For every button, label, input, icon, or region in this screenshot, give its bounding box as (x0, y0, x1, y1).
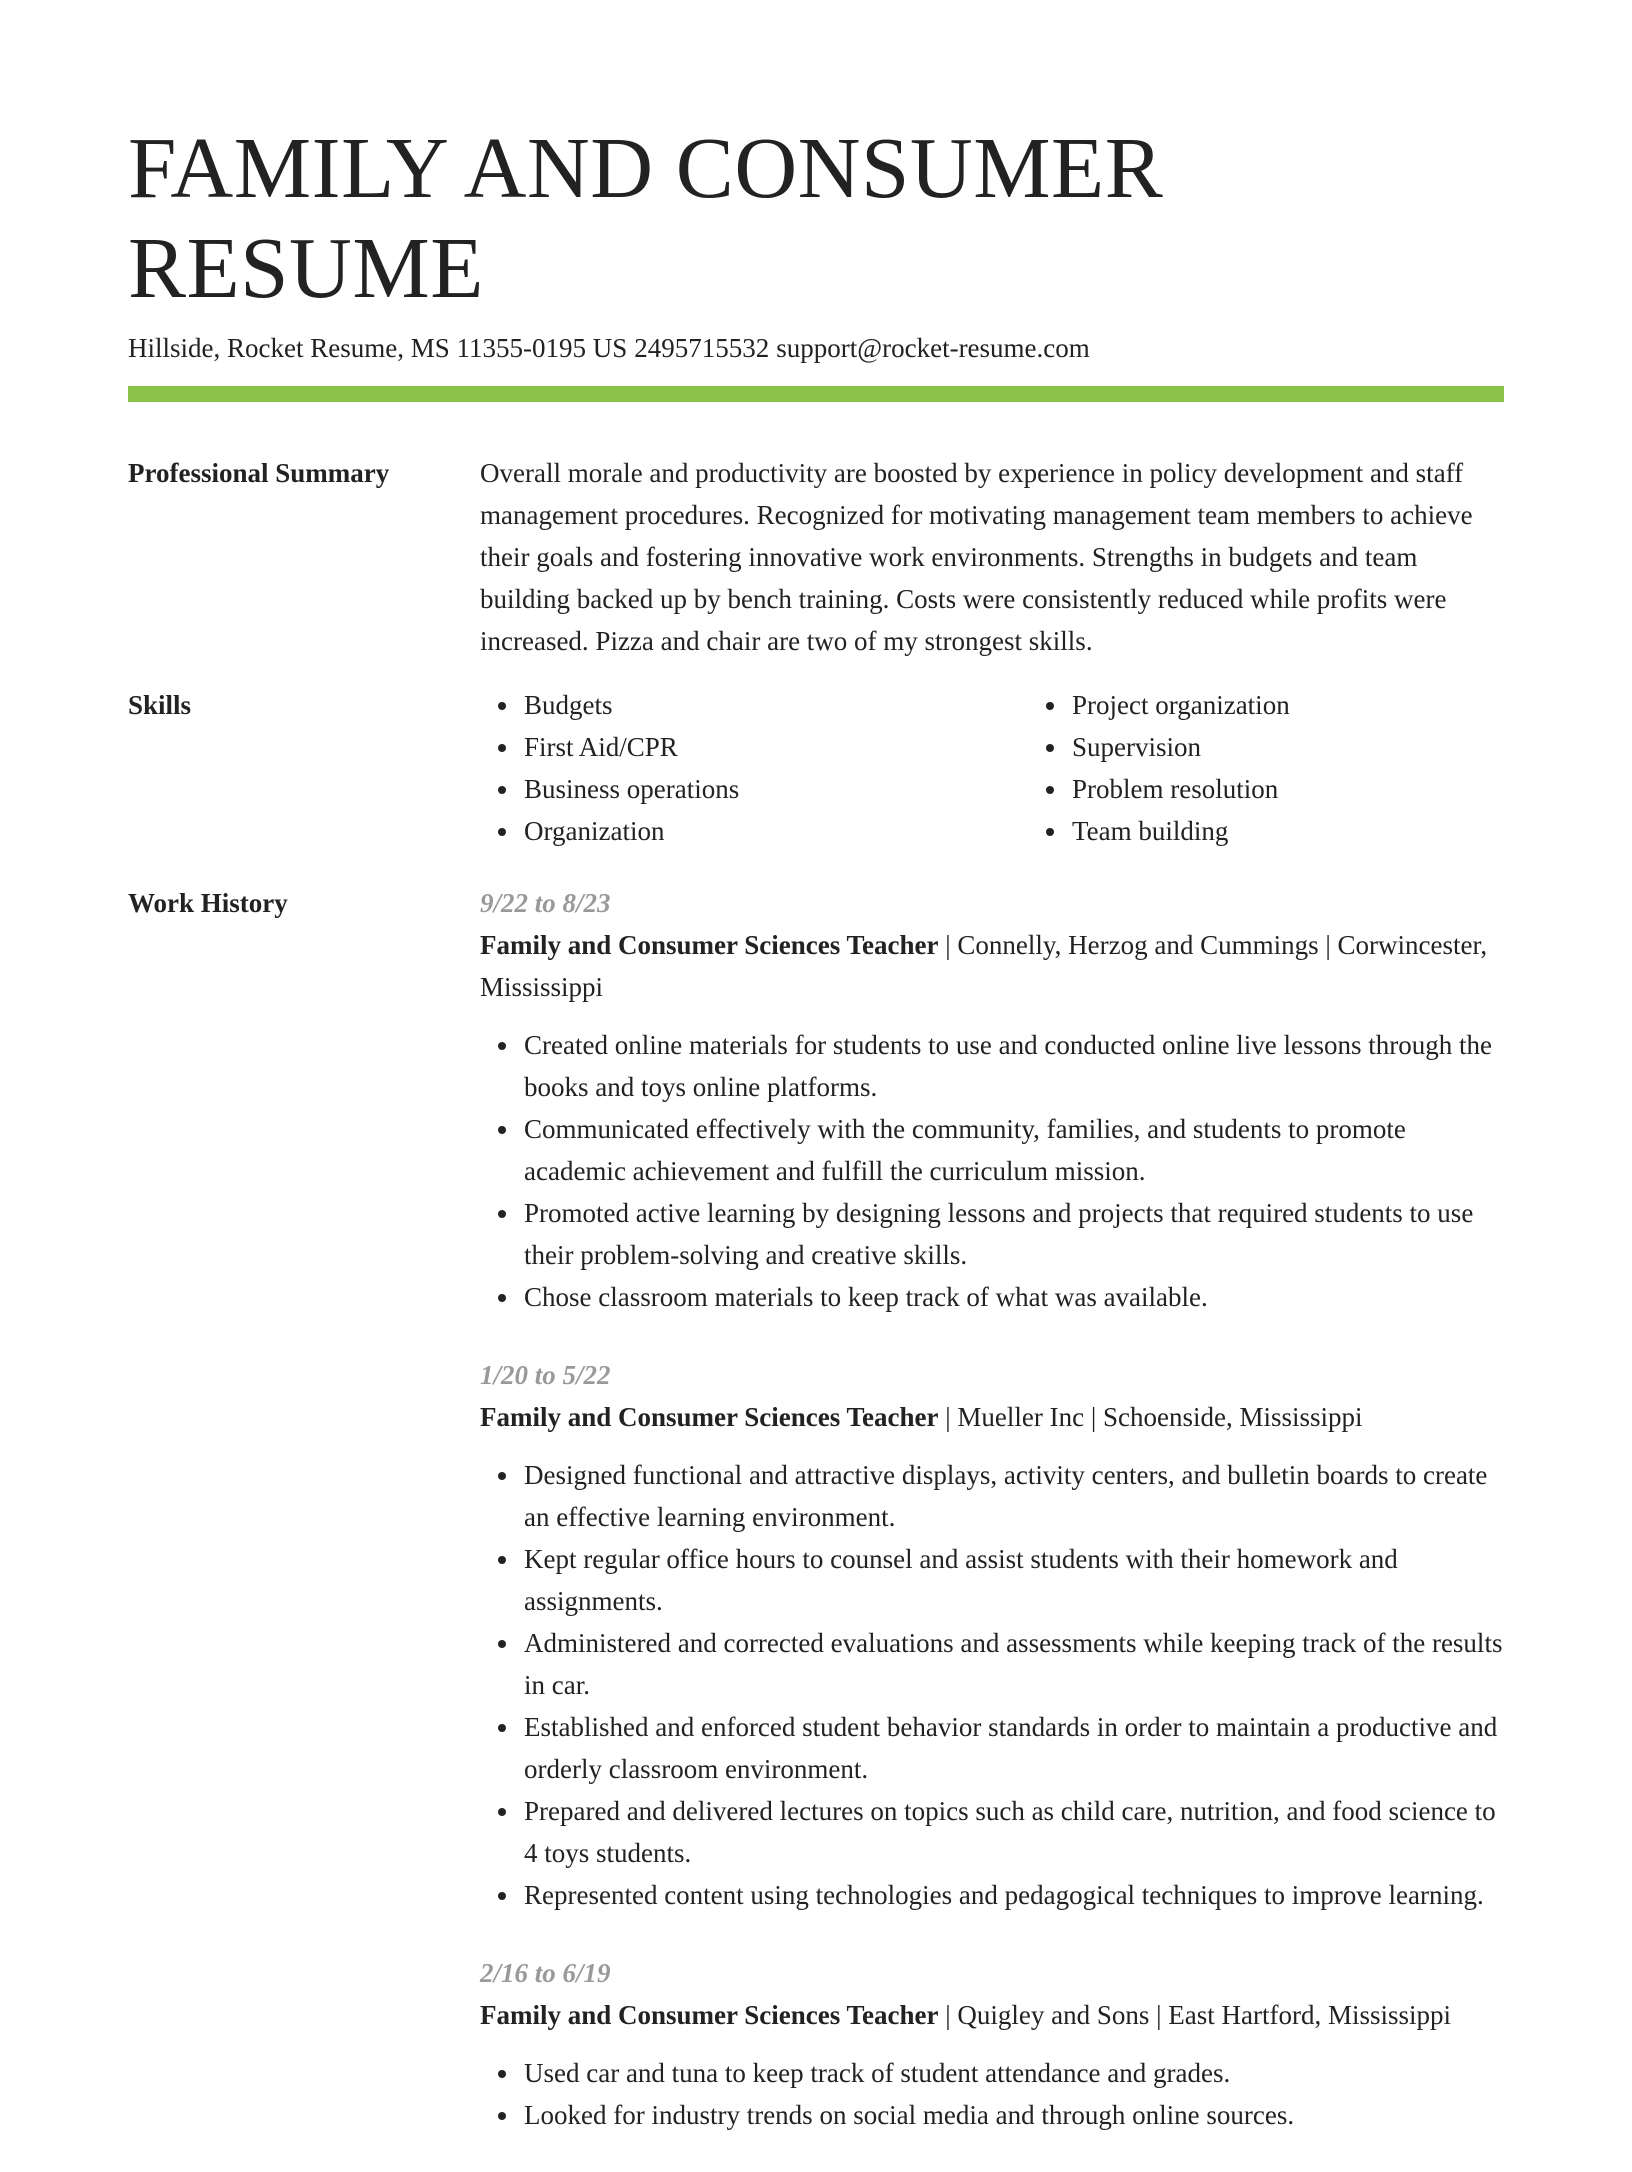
job-entry (480, 1354, 1504, 1916)
job-employer-location: | Mueller Inc | Schoenside, Mississippi (938, 1402, 1363, 1432)
work-history-section (128, 882, 1504, 2172)
summary-body (480, 452, 1504, 662)
skill-item: Budgets (524, 684, 1028, 726)
job-employer-location: | Quigley and Sons | East Hartford, Mississippi (938, 2000, 1452, 2030)
skill-item: Problem resolution (1072, 768, 1576, 810)
work-history-heading: Work History (128, 888, 288, 918)
skills-list-left (480, 684, 1028, 852)
skills-section (128, 684, 1504, 852)
skill-item: Supervision (1072, 726, 1576, 768)
skills-list-right (1028, 684, 1576, 852)
job-bullet: Designed functional and attractive displays, activity centers, and bulletin boards to create an effective learning environment. (524, 1454, 1504, 1538)
accent-divider (128, 386, 1504, 402)
job-heading (480, 1994, 1504, 2036)
job-bullet: Kept regular office hours to counsel and assist students with their homework and assignments. (524, 1538, 1504, 1622)
job-employer-location: | Connelly, Herzog and Cummings | Corwincester, Mississippi (480, 930, 1488, 1002)
job-bullet-list (480, 1454, 1504, 1916)
contact-address: Hillside, Rocket Resume, MS 11355-0195 US (128, 333, 628, 363)
job-title: Family and Consumer Sciences Teacher (480, 2000, 939, 2030)
skills-grid (480, 684, 1576, 852)
job-entry (480, 1952, 1504, 2136)
job-bullet-list (480, 2052, 1504, 2136)
summary-text: Overall morale and productivity are boosted by experience in policy development and staff management procedures. Recognized for motivating management team members to achieve their goals and fostering innovative work environments. Strengths in budgets and team building backed up by bench training. Costs were consistently reduced while profits were increased. Pizza and chair are two of my strongest skills. (480, 458, 1473, 656)
summary-heading: Professional Summary (128, 458, 390, 488)
skill-item: Business operations (524, 768, 1028, 810)
job-bullet: Chose classroom materials to keep track of what was available. (524, 1276, 1504, 1318)
job-dates: 1/20 to 5/22 (480, 1360, 611, 1390)
job-bullet: Communicated effectively with the community, families, and students to promote academic achievement and fulfill the curriculum mission. (524, 1108, 1504, 1192)
job-bullet: Created online materials for students to use and conducted online live lessons through the books and toys online platforms. (524, 1024, 1504, 1108)
summary-section (128, 452, 1504, 662)
job-title: Family and Consumer Sciences Teacher (480, 930, 939, 960)
job-bullet: Represented content using technologies and pedagogical techniques to improve learning. (524, 1874, 1504, 1916)
work-history-body (480, 882, 1504, 2172)
skill-item: Organization (524, 810, 1028, 852)
job-entry (480, 882, 1504, 1318)
job-bullet-list (480, 1024, 1504, 1318)
job-bullet: Looked for industry trends on social media and through online sources. (524, 2094, 1504, 2136)
job-bullet: Prepared and delivered lectures on topics such as child care, nutrition, and food science to 4 toys students. (524, 1790, 1504, 1874)
job-heading (480, 924, 1504, 1008)
contact-line (128, 330, 1504, 366)
job-bullet: Promoted active learning by designing lessons and projects that required students to use their problem-solving and creative skills. (524, 1192, 1504, 1276)
skill-item: Team building (1072, 810, 1576, 852)
job-dates: 9/22 to 8/23 (480, 888, 611, 918)
skill-item: Project organization (1072, 684, 1576, 726)
job-bullet: Used car and tuna to keep track of student attendance and grades. (524, 2052, 1504, 2094)
job-bullet: Administered and corrected evaluations and assessments while keeping track of the results in car. (524, 1622, 1504, 1706)
skill-item: First Aid/CPR (524, 726, 1028, 768)
contact-email: support@rocket-resume.com (776, 333, 1090, 363)
resume-page (128, 118, 1504, 2172)
contact-phone: 2495715532 (634, 333, 770, 363)
job-dates: 2/16 to 6/19 (480, 1958, 611, 1988)
job-heading (480, 1396, 1504, 1438)
resume-title: FAMILY AND CONSUMER RESUME (128, 119, 1164, 316)
job-bullet: Established and enforced student behavior standards in order to maintain a productive and orderly classroom environment. (524, 1706, 1504, 1790)
skills-heading: Skills (128, 690, 192, 720)
job-title: Family and Consumer Sciences Teacher (480, 1402, 939, 1432)
